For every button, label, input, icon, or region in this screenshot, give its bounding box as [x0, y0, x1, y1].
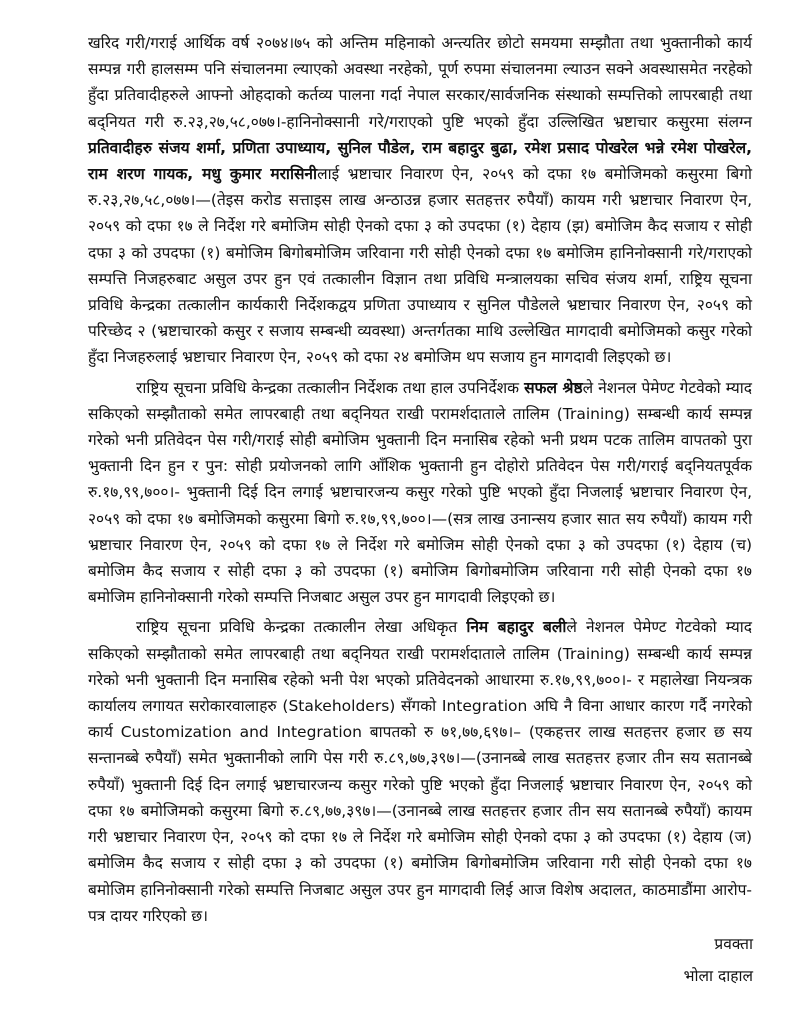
signature-block — [684, 928, 753, 992]
paragraph-text: ले नेशनल पेमेण्ट गेटवेको म्याद सकिएको सम्झौताको समेत लापरबाही तथा बद्नियत राखी परामर्शदाताले तालिम (Training) सम्बन्धी कार्य सम्पन्न गरेको भनी प्रतिवेदन पेस गरी/गराई सोही बमोजिम भुक्तानी दिन मनासिब रहेको भनी प्रथम पटक तालिम वापतको पुरा भुक्तानी दिन हुन र पुन: सोही प्रयोजनको लागि आँशिक भुक्तानी हुन दोहोरो प्रतिवेदन पेस गरी/गराई बद्नियतपूर्वक रु.१७,९९,७००।- भुक्तानी दिई दिन लगाई भ्रष्टाचारजन्य कसुर गरेको पुष्टि भएको हुँदा निजलाई भ्रष्टाचार निवारण ऐन, २०५९ को दफा १७ बमोजिमको कसुरमा बिगो रु.१७,९९,७००।—(सत्र लाख उनान्सय हजार सात सय रुपैयाँ) कायम गरी भ्रष्टाचार निवारण ऐन, २०५९ को दफा १७ ले निर्देश गरे बमोजिम सोही ऐनको दफा ३ को उपदफा (१) देहाय (च) बमोजिम कैद सजाय र सोही दफा ३ को उपदफा (१) बमोजिम बिगोबमोजिम जरिवाना गरी सोही ऐनको दफा १७ बमोजिम हानिनोक्सानी गरेको सम्पत्ति निजबाट असुल उपर हुन मागदावी लिइएको छ। — [88, 378, 752, 607]
paragraph-text: राष्ट्रिय सूचना प्रविधि केन्द्रका तत्कालीन लेखा अधिकृत — [136, 618, 467, 637]
paragraph-text: ले नेशनल पेमेण्ट गेटवेको म्याद सकिएको सम्झौताको समेत लापरबाही तथा बद्नियत राखी परामर्शदाताले तालिम (Training) सम्बन्धी कार्य सम्पन्न गरेको भनी भुक्तानी दिन मनासिब रहेको भनी पेश भएको प्रतिवेदनको आधारमा रु.१७,९९,७००।- र महालेखा नियन्त्रक कार्यालय लगायत सरोकारवालाहरु (Stakeholders) सँगको Integration अघि नै विना आधार कारण गर्दै नगरेको कार्य Customization and Integration बापतको रु ७१,७७,६९७।– (एकहत्तर लाख सतहत्तर हजार छ सय सन्तानब्बे रुपैयाँ) समेत भुक्तानीको लागि पेस गरी रु.८९,७७,३९७।—(उनानब्बे लाख सतहत्तर हजार तीन सय सतानब्बे रुपैयाँ) भुक्तानी दिई दिन लगाई भ्रष्टाचारजन्य कसुर गरेको पुष्टि भएको हुँदा निजलाई भ्रष्टाचार निवारण ऐन, २०५९ को दफा १७ बमोजिमको कसुरमा बिगो रु.८९,७७,३९७।—(उनानब्बे लाख सतहत्तर हजार तीन सय सतानब्बे रुपैयाँ) कायम गरी भ्रष्टाचार निवारण ऐन, २०५९ को दफा १७ ले निर्देश गरे बमोजिम सोही ऐनको दफा ३ को उपदफा (१) देहाय (ज) बमोजिम कैद सजाय र सोही दफा ३ को उपदफा (१) बमोजिम बिगोबमोजिम जरिवाना गरी सोही ऐनको दफा १७ बमोजिम हानिनोक्सानी गरेको सम्पत्ति निजबाट असुल उपर हुन मागदावी लिई आज विशेष अदालत, काठमाडौंमा आरोप-पत्र दायर गरिएको छ। — [88, 618, 752, 925]
paragraph-text: राष्ट्रिय सूचना प्रविधि केन्द्रका तत्कालीन निर्देशक तथा हाल उपनिर्देशक — [136, 378, 525, 397]
signatory-title: प्रवक्ता — [714, 935, 753, 953]
accused-names: प्रतिवादीहरु संजय शर्मा, प्रणिता उपाध्याय, सुनिल पौडेल, राम बहादुर बुढा, रमेश प्रसाद पोखरेल भन्ने रमेश पोखरेल, राम शरण गायक, मधु कुमार मरासिनी — [88, 138, 752, 184]
paragraph-text: लाई भ्रष्टाचार निवारण ऐन, २०५९ को दफा १७ बमोजिमको कसुरमा बिगो रु.२३,२७,५८,०७७।—(तेइस करोड सत्ताइस लाख अन्ठाउन्न हजार सतहत्तर रुपैयाँ) कायम गरी भ्रष्टाचार निवारण ऐन, २०५९ को दफा १७ ले निर्देश गरे बमोजिम सोही ऐनको दफा ३ को उपदफा (१) देहाय (झ) बमोजिम कैद सजाय र सोही दफा ३ को उपदफा (१) बमोजिम बिगोबमोजिम जरिवाना गरी सोही ऐनको दफा १७ बमोजिम हानिनोक्सानी गरे/गराएको सम्पत्ति निजहरुबाट असुल उपर हुन एवं तत्कालीन विज्ञान तथा प्रविधि मन्त्रालयका सचिव संजय शर्मा, राष्ट्रिय सूचना प्रविधि केन्द्रका तत्कालीन कार्यकारी निर्देशकद्वय प्रणिता उपाध्याय र सुनिल पौडेलले भ्रष्टाचार निवारण ऐन, २०५९ को परिच्छेद २ (भ्रष्टाचारको कसुर र सजाय सम्बन्धी व्यवस्था) अन्तर्गतका माथि उल्लेखित मागदावी बमोजिमको कसुर गरेको हुँदा निजहरुलाई भ्रष्टाचार निवारण ऐन, २०५९ को दफा २४ बमोजिम थप सजाय हुन मागदावी लिइएको छ। — [88, 165, 752, 367]
paragraph-charges-safal-shrestha — [88, 375, 752, 611]
accused-name: निम बहादुर बली — [466, 618, 567, 637]
paragraph-charges-nim-bahadur-bali — [88, 614, 752, 928]
document-body — [88, 30, 752, 933]
signatory-name: भोला दाहाल — [683, 967, 753, 985]
paragraph-text: खरिद गरी/गराई आर्थिक वर्ष २०७४।७५ को अन्तिम महिनाको अन्त्यतिर छोटो समयमा सम्झौता तथा भुक्तानीको कार्य सम्पन्न गरी हालसम्म पनि संचालनमा ल्याएको अवस्था नरहेको, पूर्ण रुपमा संचालनमा ल्याउन सक्ने अवस्थासमेत नरहेको हुँदा प्रतिवादीहरुले आफ्नो ओहदाको कर्तव्य पालना गर्दा नेपाल सरकार/सार्वजनिक संस्थाको सम्पत्तिको लापरबाही तथा बद्नियत गरी रु.२३,२७,५८,०७७।-हानिनोक्सानी गरे/गराएको पुष्टि भएको हुँदा उल्लिखित भ्रष्टाचार कसुरमा संलग्न — [88, 34, 752, 131]
accused-name: सफल श्रेष्ठ — [524, 378, 583, 397]
paragraph-charges-accused — [88, 30, 752, 371]
